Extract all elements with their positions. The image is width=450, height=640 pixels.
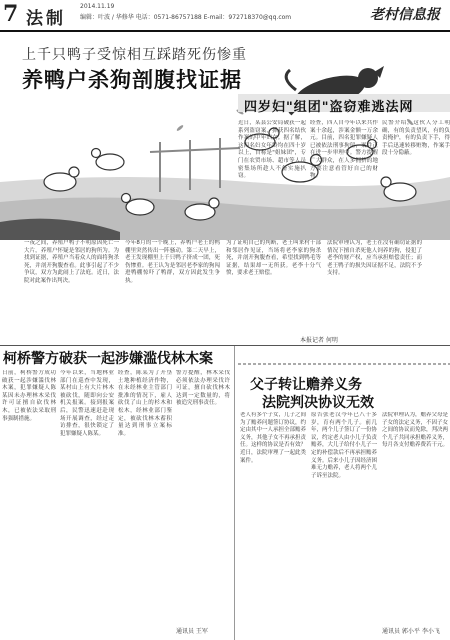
ornamental-divider: [238, 362, 450, 366]
column-divider: [234, 346, 235, 640]
lead-headline: 养鸭户杀狗剖腹找证据: [22, 67, 242, 92]
bottom-right-column: 原告张老汉今年已八十多岁，育有两个儿子。前几年，两个儿子签订了一份协议，约定老人由小儿子负责赡养，大儿子给付小儿子一定的补偿款后不再承担赡养义务。后来小儿子因经济困难无力赡养，老人将两个儿子诉至法院。: [311, 412, 377, 479]
bottom-right-story-body: [238, 412, 450, 638]
issue-date: 2014.11.19: [80, 3, 115, 10]
editor-contact-line: 编辑：叶波 / 华修华 电话：0571-86757188 E-mail：972718370@qq.com: [80, 14, 292, 21]
newspaper-logo: 老村信息报: [370, 7, 440, 23]
lead-story-column: 今年8月的一个晚上，养鸭户老王的鸭棚里突然传出一阵骚动。第二天早上，老王发现棚里上千只鸭子挤成一团，死伤惨重。老王认为是邻居老李家的狗闯进鸭棚惊吓了鸭群，双方因此发生争执。: [125, 240, 220, 284]
right-story-headline: 四岁妇"组团"盗窃难逃法网: [244, 100, 414, 115]
lead-story-body: [24, 240, 424, 340]
right-story-column: 民警介绍，这伙人分工明确，有的负责望风，有的负责掩护，有的负责下手，得手后迅速转移赃物，作案手段十分隐蔽。: [382, 120, 450, 157]
bottom-left-column: 经查，陈某为了开垦土地种植经济作物，在未经林业主管部门批准的情况下，雇人砍伐了山上的杉木和松木，经林业部门鉴定，被砍伐林木蓄积量达到刑事立案标准。: [118, 370, 172, 437]
bottom-right-headline-line2: 法院判决协议无效: [262, 395, 374, 411]
bottom-left-column: 今年以来，当地林业部门在巡查中发现，某村山上有大片林木被砍伐，随即向公安机关报案。接到报案后，民警迅速赶赴现场开展调查，经过走访排查，很快锁定了犯罪嫌疑人陈某。: [60, 370, 114, 437]
bottom-left-headline: 柯桥警方破获一起涉嫌滥伐林木案: [3, 351, 213, 367]
right-story-body: [238, 120, 450, 240]
bottom-right-column: 老人有多个子女，儿子之间为了赡养问题签订协议，约定由其中一人承担全部赡养义务，其他子女不再承担责任。这样的协议是否有效？近日，法院审理了一起此类案件。: [240, 412, 306, 464]
bottom-right-column: 法院审理认为，赡养父母是子女的法定义务，不因子女之间的协议而免除，判决两个儿子共同承担赡养义务，每月各支付赡养费若干元。: [382, 412, 448, 449]
bottom-left-byline: 通讯员 王军: [176, 628, 208, 635]
lead-subtitle: 上千只鸭子受惊相互踩踏死伤惨重: [22, 47, 247, 63]
right-story-column: 近日，某县公安局破获一起系列盗窃案，抓获四名结伙作案的中年妇女。据了解，这四名妇女年龄均在四十岁以上，自称是"姐妹团"，专门在农贸市场、超市等人员密集场所趁人不备实施扒窃。: [238, 120, 306, 180]
lead-story-column: 法院审理认为，老王在没有确切证据的情况下擅自杀死他人饲养的狗，侵犯了老李的财产权，应当承担赔偿责任；而老王鸭子的损失因证据不足，法院不予支持。: [327, 240, 422, 277]
bottom-left-column: 警方提醒，林木采伐必须依法办理采伐许可证，擅自砍伐林木达到一定数量的，将被追究刑事责任。: [176, 370, 230, 407]
right-story-column: 经查，四人自今年以来共作案十余起，涉案金额一万余元。目前，四名犯罪嫌疑人已被依法刑事拘留，案件正在进一步审理中。警方提醒广大群众，在人多拥挤的地方要注意看管好自己的财物。: [310, 120, 378, 180]
bottom-right-headline-line1: 父子转让赡养义务: [250, 377, 362, 393]
page-number: 7: [3, 1, 19, 27]
lead-story-column: 为了证明自己的判断，老王叫来村干部和邻居作见证，当场将老李家的狗杀死，并剖开狗腹查看，希望找到鸭毛等证据，结果却一无所获。老李十分气愤，要求老王赔偿。: [226, 240, 321, 277]
lead-story-column: 一夜之间，养殖户鸭子不明原因死亡一大片，养殖户怀疑是邻居的狗所为。为找到证据，养殖户当着众人的面将狗杀死，并剖开狗腹查看。此事引起了不少争议，双方为此闹上了法庭。近日，法院对此案作出判决。: [24, 240, 119, 284]
masthead: [0, 0, 450, 32]
section-rule: [0, 345, 450, 346]
bottom-right-byline: 通讯员 郭小平 李小飞: [382, 628, 440, 635]
bottom-left-column: 日前，柯桥警方成功破获一起涉嫌滥伐林木案，犯罪嫌疑人陈某因未办理林木采伐许可证擅自砍伐林木，已被依法采取刑事强制措施。: [2, 370, 56, 422]
bottom-left-story-body: [0, 370, 232, 638]
lead-byline: 本报记者 何明: [300, 337, 338, 344]
section-name: 法制: [26, 9, 66, 29]
